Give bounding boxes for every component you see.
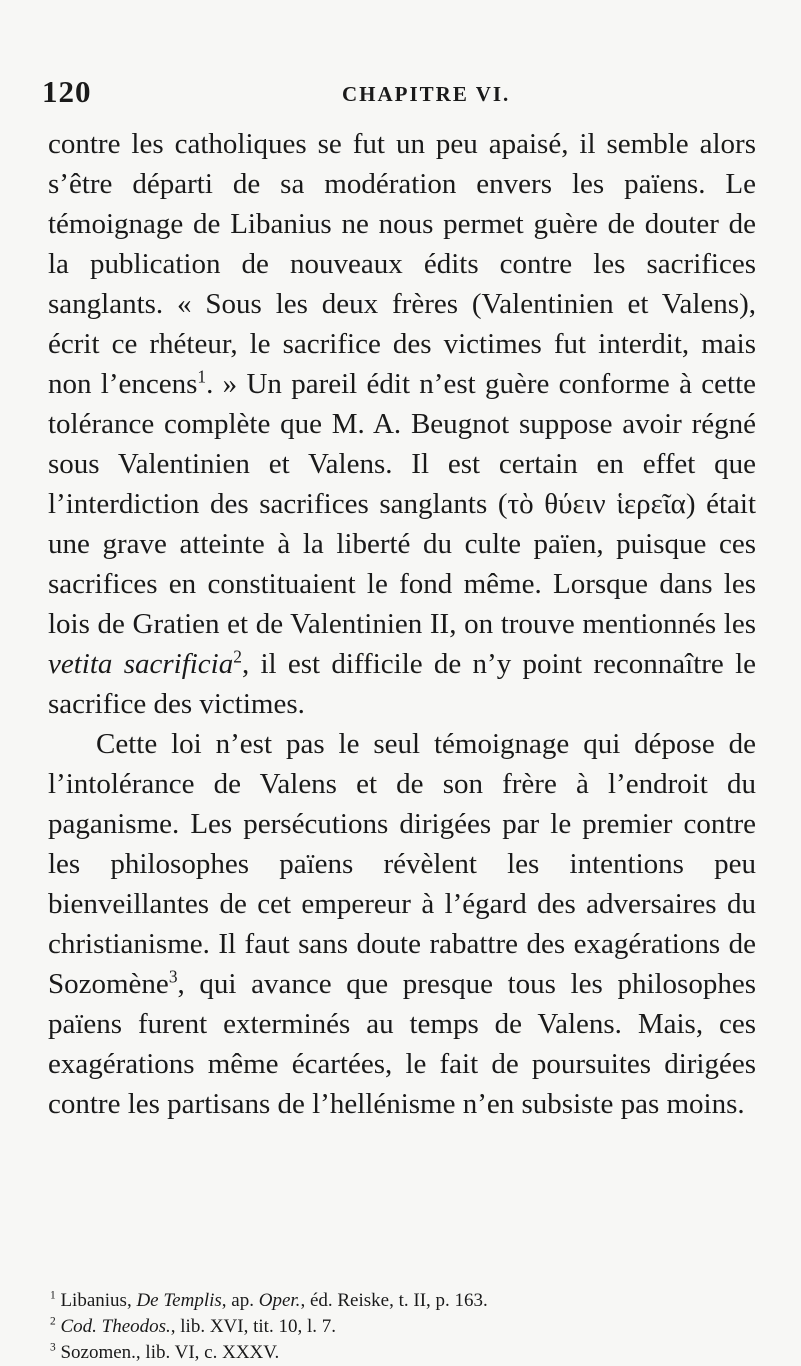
latin-term: vetita sacrificia [48,648,234,680]
page-number: 120 [42,74,92,109]
paragraph: Cette loi n’est pas le seul témoignage qui dépose de l’intolérance de Valens et de son frère à l’endroit du paganisme. Les persécutions dirigées par le premier contre les philosophes païens révèlent les intentions peu bienveillantes de cet empereur à l’égard des adversaires du christianisme. Il faut sans doute rabattre des exagérations de Sozomène$^3$, qui avance que presque tous les philosophes païens furent exterminés au temps de Valens. Mais, ces exagérations même écartées, le fait de poursuites dirigées contre les partisans de l’hellénisme n’en subsiste pas moins. [48,728,756,1120]
footnote: $^3$ Sozomen., lib. VI, c. XXXV. [50,1341,280,1363]
footnote: $^2$ Cod. Theodos., lib. XVI, tit. 10, l. 7. [50,1315,336,1337]
footnote-ref: 3 [168,966,178,987]
running-head: CHAPITRE VI. [342,82,511,106]
footnotes [50,1288,760,1366]
paragraph: contre les catholiques se fut un peu apaisé, il semble alors s’être départi de sa modération envers les païens. Le témoignage de Libanius ne nous permet guère de douter de la publication de nouveaux édits contre les sacrifices sanglants. « Sous les deux frères (Valentinien et Valens), écrit ce rhéteur, le sacrifice des victimes fut interdit, mais non l’encens$^1$. » Un pareil édit n’est guère conforme à cette tolérance complète que M. A. Beugnot suppose avoir régné sous Valentinien et Valens. Il est certain en effet que l’interdiction des sacrifices sanglants (τὸ θύειν ἱερεῖα) était une grave atteinte à la liberté du culte païen, puisque ces sacrifices en constituaient le fond même. Lorsque dans les lois de Gratien et de Valentinien II, on trouve mentionnés les vetita sacrificia$^2$, il est difficile de n’y point reconnaître le sacrifice des victimes. [48,128,757,720]
footnote: $^1$ Libanius, De Templis, ap. Oper., éd. Reiske, t. II, p. 163. [50,1289,488,1311]
page-header [42,72,762,112]
body-text [48,124,756,1124]
footnote-ref: 1 [197,366,207,387]
footnote-ref: 2 [233,646,242,667]
